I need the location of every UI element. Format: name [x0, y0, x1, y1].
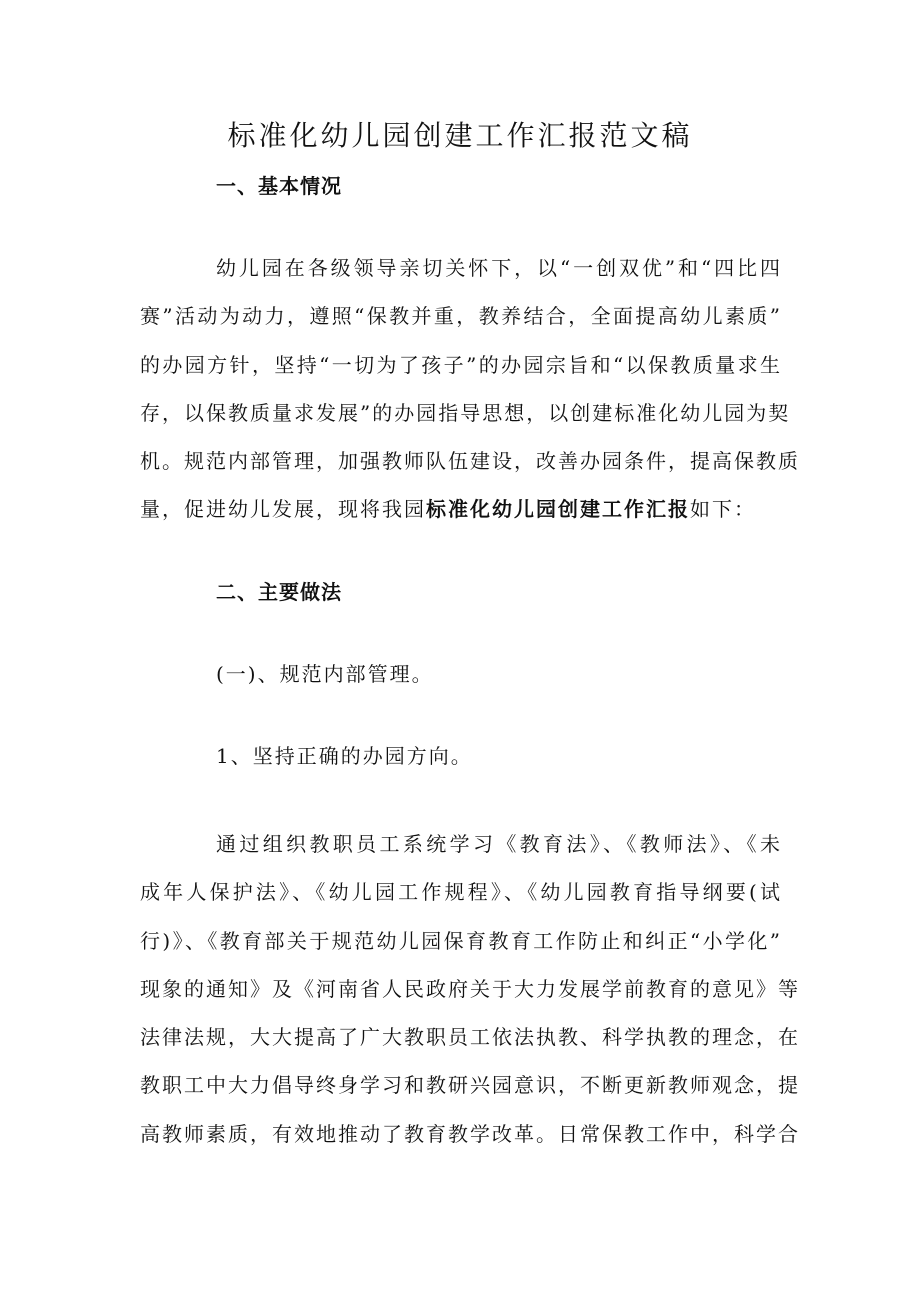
paragraph-line: 赛”活动为动力，遵照“保教并重，教养结合，全面提高幼儿素质”	[140, 304, 782, 329]
paragraph-text: 如下：	[690, 497, 756, 522]
subheading-internal-management: (一)、规范内部管理。	[216, 662, 434, 686]
section-heading-main-practices: 二、主要做法	[216, 580, 342, 604]
paragraph-text: 量，促进幼儿发展，现将我园	[140, 497, 426, 522]
paragraph-line: 成年人保护法》、《幼儿园工作规程》、《幼儿园教育指导纲要(试	[140, 880, 782, 905]
paragraph-line	[140, 485, 782, 533]
paragraph-line: 通过组织教职员工系统学习《教育法》、《教师法》、《未	[216, 832, 782, 856]
paragraph-line: 高教师素质，有效地推动了教育教学改革。日常保教工作中，科学合	[140, 1121, 800, 1146]
paragraph-direction	[140, 820, 800, 1158]
paragraph-line: 的办园方针，坚持“一切为了孩子”的办园宗旨和“以保教质量求生	[140, 352, 782, 377]
paragraph-line: 幼儿园在各级领导亲切关怀下，以“一创双优”和“四比四	[216, 256, 782, 280]
paragraph-line: 机。规范内部管理，加强教师队伍建设，改善办园条件，提高保教质	[140, 449, 800, 474]
paragraph-line: 行)》、《教育部关于规范幼儿园保育教育工作防止和纠正“小学化”	[140, 928, 782, 953]
section-heading-basic-info: 一、基本情况	[216, 174, 342, 198]
item-heading-direction: 1、坚持正确的办园方向。	[216, 744, 473, 768]
paragraph-line: 现象的通知》及《河南省人民政府关于大力发展学前教育的意见》等	[140, 976, 800, 1001]
paragraph-basic-info	[140, 244, 800, 534]
paragraph-line: 教职工中大力倡导终身学习和教研兴园意识，不断更新教师观念，提	[140, 1073, 800, 1098]
document-title: 标准化幼儿园创建工作汇报范文稿	[227, 119, 693, 152]
emphasized-phrase: 标准化幼儿园创建工作汇报	[426, 497, 690, 522]
paragraph-line: 存，以保教质量求发展”的办园指导思想，以创建标准化幼儿园为契	[140, 400, 791, 425]
paragraph-line: 法律法规，大大提高了广大教职员工依法执教、科学执教的理念，在	[140, 1025, 800, 1050]
